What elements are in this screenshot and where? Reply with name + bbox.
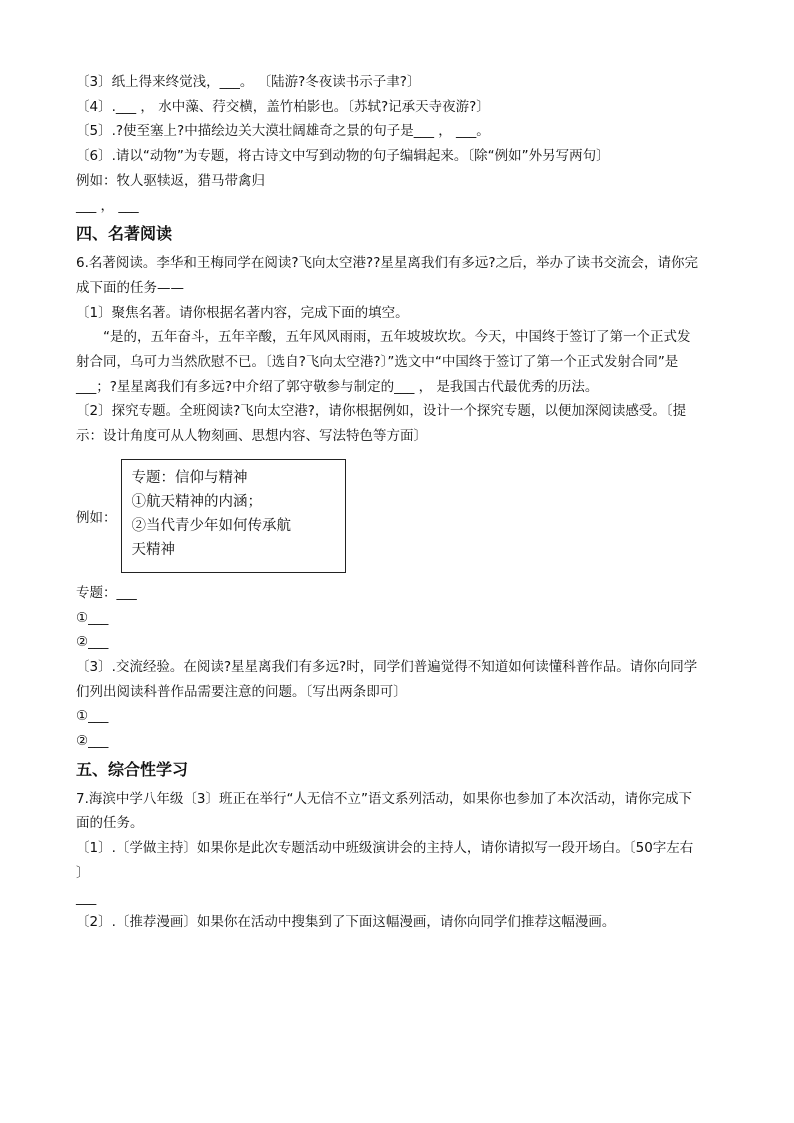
example-box-line: 专题：信仰与精神: [131, 469, 248, 486]
example-box-line: ②当代青少年如何传承航: [131, 517, 291, 534]
question-6-1-passage: “是的，五年奋斗，五年辛酸，五年风风雨雨，五年坡坡坎坎。今天，中国终于签订了第一个正式发: [103, 329, 691, 346]
question-7-1: 〔1〕.〔学做主持〕如果你是此次专题活动中班级演讲会的主持人，请你请拟写一段开场白。〔50字左右: [76, 840, 694, 857]
question-6-2-hint: 示：设计角度可从人物刻画、思想内容、写法特色等方面〕: [76, 428, 427, 445]
answer-blank-line: ___ ， ___: [76, 197, 139, 214]
question-5-5: 〔5〕.?使至塞上?中描绘边关大漠壮阔雄奇之景的句子是___ ， ___。: [76, 123, 490, 140]
question-6-1-fill: ___；?星星离我们有多远?中介绍了郭守敬参与制定的___ ， 是我国古代最优秀的历法。: [76, 378, 599, 395]
example-line: 例如：牧人驱犊返，猎马带禽归: [76, 172, 265, 189]
question-5-3: 〔3〕纸上得来终觉浅，___。 〔陆游?冬夜读书示子聿?〕: [76, 74, 421, 90]
question-5-4: 〔4〕.___ ， 水中藻、荇交横，盖竹柏影也。〔苏轼?记承天寺夜游?〕: [76, 98, 490, 115]
question-7-intro-cont: 面的任务。: [76, 815, 144, 832]
section-4-title: 四、名著阅读: [76, 224, 173, 244]
topic-answer-line: 专题：___: [76, 584, 137, 601]
example-box-line: ①航天精神的内涵；: [131, 493, 262, 510]
question-7-1-cont: 〕: [76, 864, 90, 881]
answer-item-2: ②___: [76, 634, 109, 651]
question-5-6: 〔6〕.请以“动物”为专题，将古诗文中写到动物的句子编辑起来。〔除“例如”外另写两句〕: [76, 148, 610, 165]
answer-item-4: ②___: [76, 733, 109, 750]
answer-item-3: ①___: [76, 708, 109, 725]
question-6-intro-cont: 成下面的任务——: [76, 279, 184, 296]
document-page: [76, 70, 726, 935]
example-box-line: 天精神: [131, 541, 175, 558]
question-6-1-passage-cont: 射合同，乌可力当然欣慰不已。〔选自?飞向太空港?〕”选文中“中国终于签订了第一个正式发射合同”是: [76, 354, 679, 371]
question-6-3-title: 〔3〕.交流经验。在阅读?星星离我们有多远?时，同学们普遍觉得不知道如何读懂科普作品。请你向同学: [76, 658, 698, 675]
question-7-2: 〔2〕.〔推荐漫画〕如果你在活动中搜集到了下面这幅漫画，请你向同学们推荐这幅漫画。: [76, 914, 616, 931]
example-label: 例如：: [76, 509, 117, 526]
question-7-1-blank: ___: [76, 889, 97, 906]
question-6-2-title: 〔2〕探究专题。全班阅读?飞向太空港?，请你根据例如，设计一个探究专题，以便加深阅读感受。〔提: [76, 403, 687, 420]
section-5-title: 五、综合性学习: [76, 759, 189, 779]
question-6-intro: 6.名著阅读。李华和王梅同学在阅读?飞向太空港??星星离我们有多远?之后，举办了读书交流会，请你完: [76, 255, 699, 272]
example-box: [121, 459, 346, 573]
question-6-3-cont: 们列出阅读科普作品需要注意的问题。〔写出两条即可〕: [76, 683, 407, 700]
question-7-intro: 7.海滨中学八年级〔3〕班正在举行“人无信不立”语文系列活动，如果你也参加了本次活动，请你完成下: [76, 790, 692, 807]
question-6-1-title: 〔1〕聚焦名著。请你根据名著内容，完成下面的填空。: [76, 304, 409, 321]
answer-item-1: ①___: [76, 609, 109, 626]
example-block: [76, 455, 726, 577]
